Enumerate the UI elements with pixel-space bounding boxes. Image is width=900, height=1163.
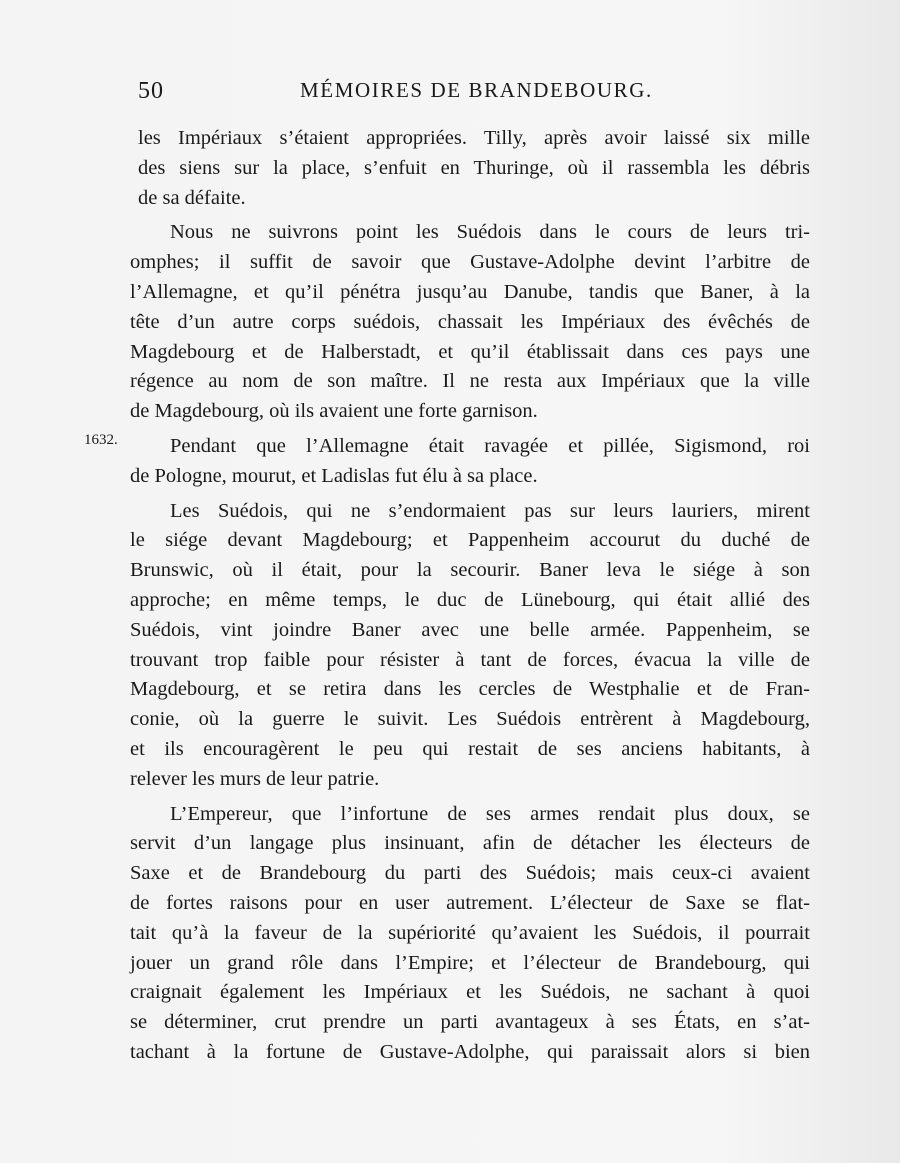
- text-line: et ils encouragèrent le peu qui restait de ses anciens habitants, à: [130, 737, 810, 760]
- text-line: Nous ne suivrons point les Suédois dans le cours de leurs tri-: [170, 221, 810, 244]
- text-line: Brunswic, où il était, pour la secourir. Baner leva le siége à son: [130, 559, 810, 582]
- text-line: Saxe et de Brandebourg du parti des Suédois; mais ceux-ci avaient: [130, 862, 810, 885]
- text-line: trouvant trop faible pour résister à tant de forces, évacua la ville de: [130, 648, 810, 671]
- text-line: les Impériaux s’étaient appropriées. Tilly, après avoir laissé six mille: [138, 127, 810, 149]
- text-line: L’Empereur, que l’infortune de ses armes rendait plus doux, se: [170, 802, 810, 825]
- text-line: de Pologne, mourut, et Ladislas fut élu à sa place.: [130, 464, 538, 487]
- paragraph: [130, 124, 810, 213]
- text-line: tête d’un autre corps suédois, chassait les Impériaux des évêchés de: [130, 310, 810, 333]
- paragraph: [130, 497, 810, 795]
- text-line: régence au nom de son maître. Il ne resta aux Impériaux que la ville: [130, 370, 810, 393]
- text-line: tait qu’à la faveur de la supériorité qu’avaient les Suédois, il pourrait: [130, 921, 810, 944]
- running-head: MÉMOIRES DE BRANDEBOURG.: [300, 78, 653, 102]
- text-line: l’Allemagne, et qu’il pénétra jusqu’au Danube, tandis que Baner, à la: [130, 280, 810, 303]
- text-line: se déterminer, crut prendre un parti avantageux à ses États, en s’at-: [130, 1011, 810, 1034]
- text-line: approche; en même temps, le duc de Lünebourg, qui était allié des: [130, 588, 810, 611]
- text-line: des siens sur la place, s’enfuit en Thuringe, où il rassembla les débris: [138, 156, 810, 179]
- text-line: servit d’un langage plus insinuant, afin de détacher les électeurs de: [130, 832, 810, 855]
- paragraph: [130, 800, 810, 1068]
- text-line: conie, où la guerre le suivit. Les Suédois entrèrent à Magdebourg,: [130, 708, 810, 731]
- paragraph: [130, 218, 810, 427]
- text-line: jouer un grand rôle dans l’Empire; et l’électeur de Brandebourg, qui: [130, 951, 810, 974]
- text-line: le siége devant Magdebourg; et Pappenheim accourut du duché de: [130, 529, 810, 552]
- page-header: [138, 78, 808, 108]
- text-line: relever les murs de leur patrie.: [130, 767, 380, 790]
- text-line: craignait également les Impériaux et les Suédois, ne sachant à quoi: [130, 981, 810, 1004]
- text-line: Suédois, vint joindre Baner avec une belle armée. Pappenheim, se: [130, 618, 810, 641]
- paragraph: [130, 432, 810, 492]
- text-line: Pendant que l’Allemagne était ravagée et pillée, Sigismond, roi: [170, 434, 810, 457]
- text-line: de sa défaite.: [138, 186, 246, 209]
- text-line: Magdebourg et de Halberstadt, et qu’il établissait dans ces pays une: [130, 340, 810, 363]
- text-line: Magdebourg, et se retira dans les cercles de Westphalie et de Fran-: [130, 678, 810, 701]
- text-line: de fortes raisons pour en user autrement. L’électeur de Saxe se flat-: [130, 891, 810, 914]
- page-number: 50: [138, 78, 164, 104]
- body-text: [130, 124, 810, 1068]
- text-line: omphes; il suffit de savoir que Gustave-Adolphe devint l’arbitre de: [130, 251, 810, 274]
- margin-note-year: 1632.: [84, 432, 118, 448]
- text-line: Les Suédois, qui ne s’endormaient pas sur leurs lauriers, mirent: [170, 499, 810, 522]
- text-line: tachant à la fortune de Gustave-Adolphe, qui paraissait alors si bien: [130, 1040, 810, 1063]
- text-line: de Magdebourg, où ils avaient une forte garnison.: [130, 400, 538, 423]
